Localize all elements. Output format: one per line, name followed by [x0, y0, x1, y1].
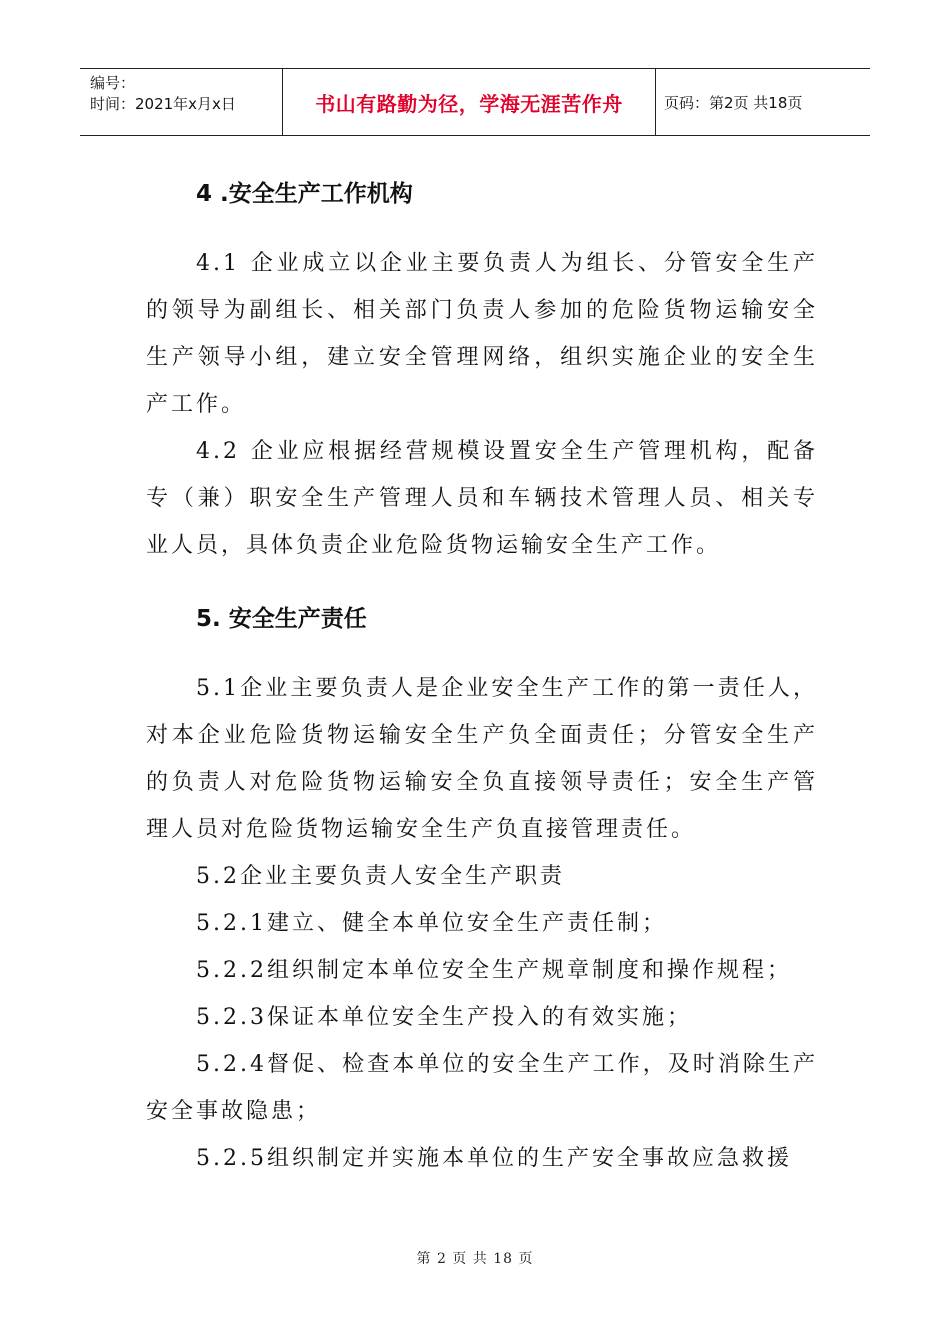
header-table	[80, 68, 870, 136]
paragraph-5-2-3: 5.2.3保证本单位安全生产投入的有效实施；	[196, 1005, 692, 1030]
section-4-title: 4 .安全生产工作机构	[196, 181, 413, 207]
paragraph-4-1: 4.1 企业成立以企业主要负责人为组长、分管安全生产的领导为副组长、相关部门负责人参加的危险货物运输安全生产领导小组，建立安全管理网络，组织实施企业的安全生产工作。	[146, 251, 818, 417]
header-motto: 书山有路勤为径，学海无涯苦作舟	[283, 69, 656, 135]
doc-time-label: 时间：2021年x月x日	[90, 95, 236, 113]
paragraph-5-2-2: 5.2.2组织制定本单位安全生产规章制度和操作规程；	[196, 958, 792, 983]
paragraph-5-2: 5.2企业主要负责人安全生产职责	[196, 864, 565, 889]
paragraph-5-2-4: 5.2.4督促、检查本单位的安全生产工作，及时消除生产安全事故隐患；	[146, 1052, 818, 1124]
paragraph-5-1: 5.1企业主要负责人是企业安全生产工作的第一责任人，对本企业危险货物运输安全生产负全面责任；分管安全生产的负责人对危险货物运输安全负直接领导责任；安全生产管理人员对危险货物运输安全生产负直接管理责任。	[146, 676, 818, 842]
section-5-title: 5. 安全生产责任	[196, 606, 367, 632]
paragraph-5-2-5: 5.2.5组织制定并实施本单位的生产安全事故应急救援	[196, 1146, 792, 1171]
page-footer: 第 2 页 共 18 页	[416, 1251, 534, 1267]
paragraph-4-2: 4.2 企业应根据经营规模设置安全生产管理机构，配备专（兼）职安全生产管理人员和车辆技术管理人员、相关专业人员，具体负责企业危险货物运输安全生产工作。	[146, 439, 818, 558]
document-body	[146, 170, 818, 1182]
paragraph-5-2-1: 5.2.1建立、健全本单位安全生产责任制；	[196, 911, 667, 936]
doc-number-label: 编号：	[90, 74, 136, 92]
header-page-code: 页码：第2页 共18页	[664, 93, 803, 112]
header-meta-cell	[80, 69, 283, 135]
